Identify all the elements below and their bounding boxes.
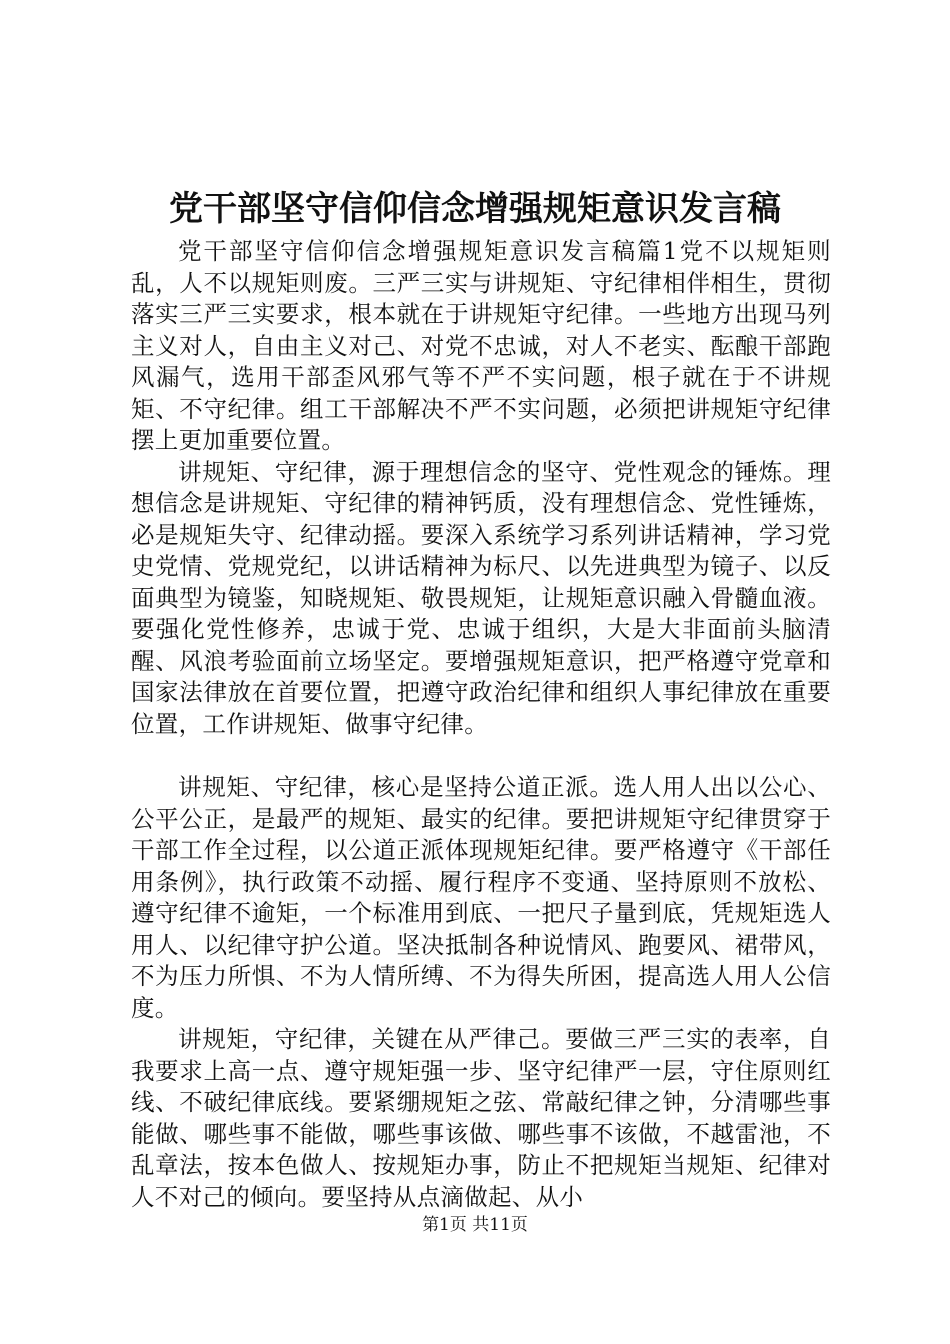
page-number-footer: 第1页 共11页 bbox=[422, 1215, 528, 1235]
paragraph-4: 讲规矩，守纪律，关键在从严律己。要做三严三实的表率，自我要求上高一点、遵守规矩强一步、坚守纪律严一层，守住原则红线、不破纪律底线。要紧绷规矩之弦、常敲纪律之钟，分清哪些事能做、哪些事不能做，哪些事该做、哪些事不该做，不越雷池，不乱章法，按本色做人、按规矩办事，防止不把规矩当规矩、纪律对人不对己的倾向。要坚持从点滴做起、从小 bbox=[131, 1025, 831, 1211]
paragraph-2: 讲规矩、守纪律，源于理想信念的坚守、党性观念的锤炼。理想信念是讲规矩、守纪律的精神钙质，没有理想信念、党性锤炼，必是规矩失守、纪律动摇。要深入系统学习系列讲话精神，学习党史党情、党规党纪，以讲话精神为标尺、以先进典型为镜子、以反面典型为镜鉴，知晓规矩、敬畏规矩，让规矩意识融入骨髓血液。要强化党性修养，忠诚于党、忠诚于组织，大是大非面前头脑清醒、风浪考验面前立场坚定。要增强规矩意识，把严格遵守党章和国家法律放在首要位置，把遵守政治纪律和组织人事纪律放在重要位置，工作讲规矩、做事守纪律。 bbox=[131, 457, 831, 738]
paragraph-3: 讲规矩、守纪律，核心是坚持公道正派。选人用人出以公心、公平公正，是最严的规矩、最实的纪律。要把讲规矩守纪律贯穿于干部工作全过程，以公道正派体现规矩纪律。要严格遵守《干部任用条例》，执行政策不动摇、履行程序不变通、坚持原则不放松、遵守纪律不逾矩，一个标准用到底、一把尺子量到底，凭规矩选人用人、以纪律守护公道。坚决抵制各种说情风、跑要风、裙带风，不为压力所惧、不为人情所缚、不为得失所困，提高选人用人公信度。 bbox=[131, 773, 831, 1022]
paragraph-1: 党干部坚守信仰信念增强规矩意识发言稿篇1党不以规矩则乱，人不以规矩则废。三严三实与讲规矩、守纪律相伴相生，贯彻落实三严三实要求，根本就在于讲规矩守纪律。一些地方出现马列主义对人，自由主义对己、对党不忠诚，对人不老实、酝酿干部跑风漏气，选用干部歪风邪气等不严不实问题，根子就在于不讲规矩、不守纪律。组工干部解决不严不实问题，必须把讲规矩守纪律摆上更加重要位置。 bbox=[131, 237, 831, 454]
document-title: 党干部坚守信仰信念增强规矩意识发言稿 bbox=[169, 189, 781, 229]
document-body bbox=[131, 236, 831, 1213]
